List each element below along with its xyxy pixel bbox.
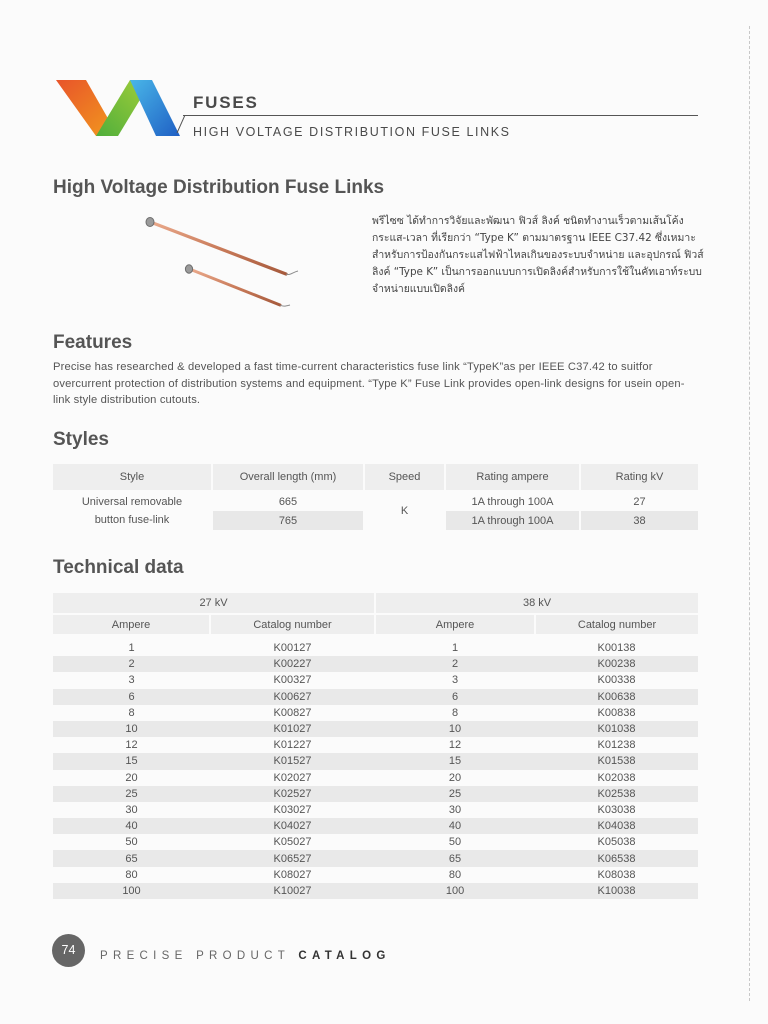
rating-ampere-cell: 1A through 100A: [445, 492, 580, 511]
length-cell: 765: [212, 511, 364, 530]
ampere-38kv-cell: 3: [375, 672, 535, 688]
catalog-27kv-cell: K01027: [210, 721, 375, 737]
ampere-27kv-cell: 65: [53, 850, 210, 866]
voltage-group-row: [53, 593, 698, 614]
precise-logo-icon: [56, 80, 180, 138]
ampere-27kv-cell: 100: [53, 883, 210, 899]
ampere-27kv-cell: 40: [53, 818, 210, 834]
group-38kv-header: 38 kV: [375, 593, 698, 614]
tech-header-row: [53, 614, 698, 634]
table-row: [53, 867, 698, 883]
ampere-27kv-cell: 8: [53, 705, 210, 721]
footer-brand-text: PRECISE PRODUCT: [100, 950, 290, 962]
ampere-38kv-cell: 80: [375, 867, 535, 883]
page-title: High Voltage Distribution Fuse Links: [53, 177, 385, 198]
header-rule: [183, 115, 698, 116]
styles-col-header: Rating ampere: [445, 464, 580, 490]
style-name-cell: [53, 492, 212, 530]
ampere-38kv-cell: 100: [375, 883, 535, 899]
catalog-38kv-cell: K05038: [535, 834, 698, 850]
catalog-27kv-cell: K00627: [210, 689, 375, 705]
style-name-line: Universal removable: [81, 496, 183, 508]
ampere-27kv-cell: 20: [53, 770, 210, 786]
ampere-38kv-cell: 65: [375, 850, 535, 866]
ampere-38kv-cell: 10: [375, 721, 535, 737]
catalog-38kv-cell: K00638: [535, 689, 698, 705]
table-row: [53, 850, 698, 866]
styles-col-header: Speed: [364, 464, 445, 490]
features-text: Precise has researched & developed a fast time-current characteristics fuse link “TypeK”as per IEEE C37.42 to suitfor overcurrent protection of distribution systems and equipment. “Type K” Fuse Link provides open-link designs for usein open-link style distribution cutouts.: [53, 361, 685, 406]
ampere-38kv-cell: 2: [375, 656, 535, 672]
ampere-27kv-cell: 30: [53, 802, 210, 818]
ampere-27kv-cell: 10: [53, 721, 210, 737]
catalog-38kv-cell: K08038: [535, 867, 698, 883]
ampere-27kv-cell: 15: [53, 753, 210, 769]
length-cell: 665: [212, 492, 364, 511]
ampere-38kv-cell: 8: [375, 705, 535, 721]
catalog-27kv-cell: K01227: [210, 737, 375, 753]
header-rule-diagonal: [176, 115, 186, 133]
ampere-38kv-cell: 12: [375, 737, 535, 753]
catalog-27kv-cell: K02527: [210, 786, 375, 802]
table-row: [53, 705, 698, 721]
catalog-38kv-cell: K00838: [535, 705, 698, 721]
table-row: [53, 689, 698, 705]
catalog-38kv-cell: K01538: [535, 753, 698, 769]
ampere-38kv-cell: 15: [375, 753, 535, 769]
catalog-38kv-cell: K03038: [535, 802, 698, 818]
table-row: [53, 753, 698, 769]
ampere-27kv-cell: 50: [53, 834, 210, 850]
catalog-27kv-cell: K02027: [210, 770, 375, 786]
ampere-27kv-cell: 80: [53, 867, 210, 883]
catalog-38kv-cell: K00338: [535, 672, 698, 688]
ampere-col-header: Ampere: [375, 614, 535, 634]
ampere-27kv-cell: 25: [53, 786, 210, 802]
catalog-38kv-cell: K02038: [535, 770, 698, 786]
ampere-38kv-cell: 25: [375, 786, 535, 802]
thai-description: พรีไซซ ได้ทำการวิจัยและพัฒนา ฟิวส์ ลิงค์ ชนิดทำงานเร็วตามเส้นโค้งกระแส-เวลา ที่เรียกว่า “Type K” ตามมาตรฐาน IEEE C37.42 ซึ่งเหมาะสำหรับการป้องกันกระแสไฟฟ้าไหลเกินของระบบจำหน่าย และอุปกรณ์ ฟิวส์ ลิงค์ “Type K” เป็นการออกแบบการเปิดลิงค์สำหรับการใช้ในคัทเอาท์ระบบจำหน่ายแบบเปิดลิงค์: [372, 215, 704, 295]
catalog-27kv-cell: K04027: [210, 818, 375, 834]
ampere-38kv-cell: 1: [375, 640, 535, 656]
catalog-27kv-cell: K00827: [210, 705, 375, 721]
ampere-27kv-cell: 6: [53, 689, 210, 705]
catalog-38kv-cell: K01038: [535, 721, 698, 737]
technical-data-table: [53, 593, 698, 899]
table-row: [53, 721, 698, 737]
catalog-38kv-cell: K06538: [535, 850, 698, 866]
technical-data-heading: Technical data: [53, 557, 184, 578]
section-title: FUSES: [193, 93, 259, 112]
table-row: [53, 802, 698, 818]
catalog-38kv-cell: K10038: [535, 883, 698, 899]
style-name-line: button fuse-link: [94, 514, 170, 526]
table-row: [53, 834, 698, 850]
styles-header-row: [53, 464, 698, 490]
table-row: [53, 656, 698, 672]
table-row: [53, 818, 698, 834]
fuse-link-product-image: [140, 212, 300, 312]
ampere-38kv-cell: 6: [375, 689, 535, 705]
group-27kv-header: 27 kV: [53, 593, 375, 614]
table-row: [53, 770, 698, 786]
styles-col-header: Rating kV: [580, 464, 698, 490]
page-number-badge: 74: [52, 934, 85, 967]
catalog-footer: [100, 950, 391, 962]
catalog-38kv-cell: K00238: [535, 656, 698, 672]
ampere-27kv-cell: 1: [53, 640, 210, 656]
table-row: [53, 786, 698, 802]
table-row: [53, 883, 698, 899]
ampere-27kv-cell: 2: [53, 656, 210, 672]
styles-col-header: Style: [53, 464, 212, 490]
ampere-38kv-cell: 50: [375, 834, 535, 850]
features-heading: Features: [53, 332, 133, 353]
table-row: [53, 640, 698, 656]
footer-catalog-text: CATALOG: [298, 950, 391, 962]
ampere-27kv-cell: 3: [53, 672, 210, 688]
table-row: [53, 492, 698, 511]
ampere-38kv-cell: 20: [375, 770, 535, 786]
speed-cell: K: [364, 492, 445, 530]
catalog-27kv-cell: K03027: [210, 802, 375, 818]
catalog-27kv-cell: K10027: [210, 883, 375, 899]
catalog-27kv-cell: K05027: [210, 834, 375, 850]
catalog-27kv-cell: K08027: [210, 867, 375, 883]
ampere-38kv-cell: 30: [375, 802, 535, 818]
rating-ampere-cell: 1A through 100A: [445, 511, 580, 530]
styles-heading: Styles: [53, 429, 109, 450]
catalog-27kv-cell: K06527: [210, 850, 375, 866]
table-row: [53, 737, 698, 753]
catalog-col-header: Catalog number: [210, 614, 375, 634]
catalog-27kv-cell: K00127: [210, 640, 375, 656]
catalog-38kv-cell: K04038: [535, 818, 698, 834]
styles-table: [53, 464, 698, 530]
ampere-col-header: Ampere: [53, 614, 210, 634]
page-edge-dashed-line: [749, 26, 750, 1001]
catalog-27kv-cell: K01527: [210, 753, 375, 769]
catalog-38kv-cell: K00138: [535, 640, 698, 656]
rating-kv-cell: 27: [580, 492, 698, 511]
catalog-38kv-cell: K02538: [535, 786, 698, 802]
styles-col-header: Overall length (mm): [212, 464, 364, 490]
table-row: [53, 672, 698, 688]
ampere-38kv-cell: 40: [375, 818, 535, 834]
catalog-col-header: Catalog number: [535, 614, 698, 634]
catalog-27kv-cell: K00327: [210, 672, 375, 688]
ampere-27kv-cell: 12: [53, 737, 210, 753]
section-subtitle: HIGH VOLTAGE DISTRIBUTION FUSE LINKS: [193, 125, 511, 139]
catalog-27kv-cell: K00227: [210, 656, 375, 672]
catalog-38kv-cell: K01238: [535, 737, 698, 753]
rating-kv-cell: 38: [580, 511, 698, 530]
